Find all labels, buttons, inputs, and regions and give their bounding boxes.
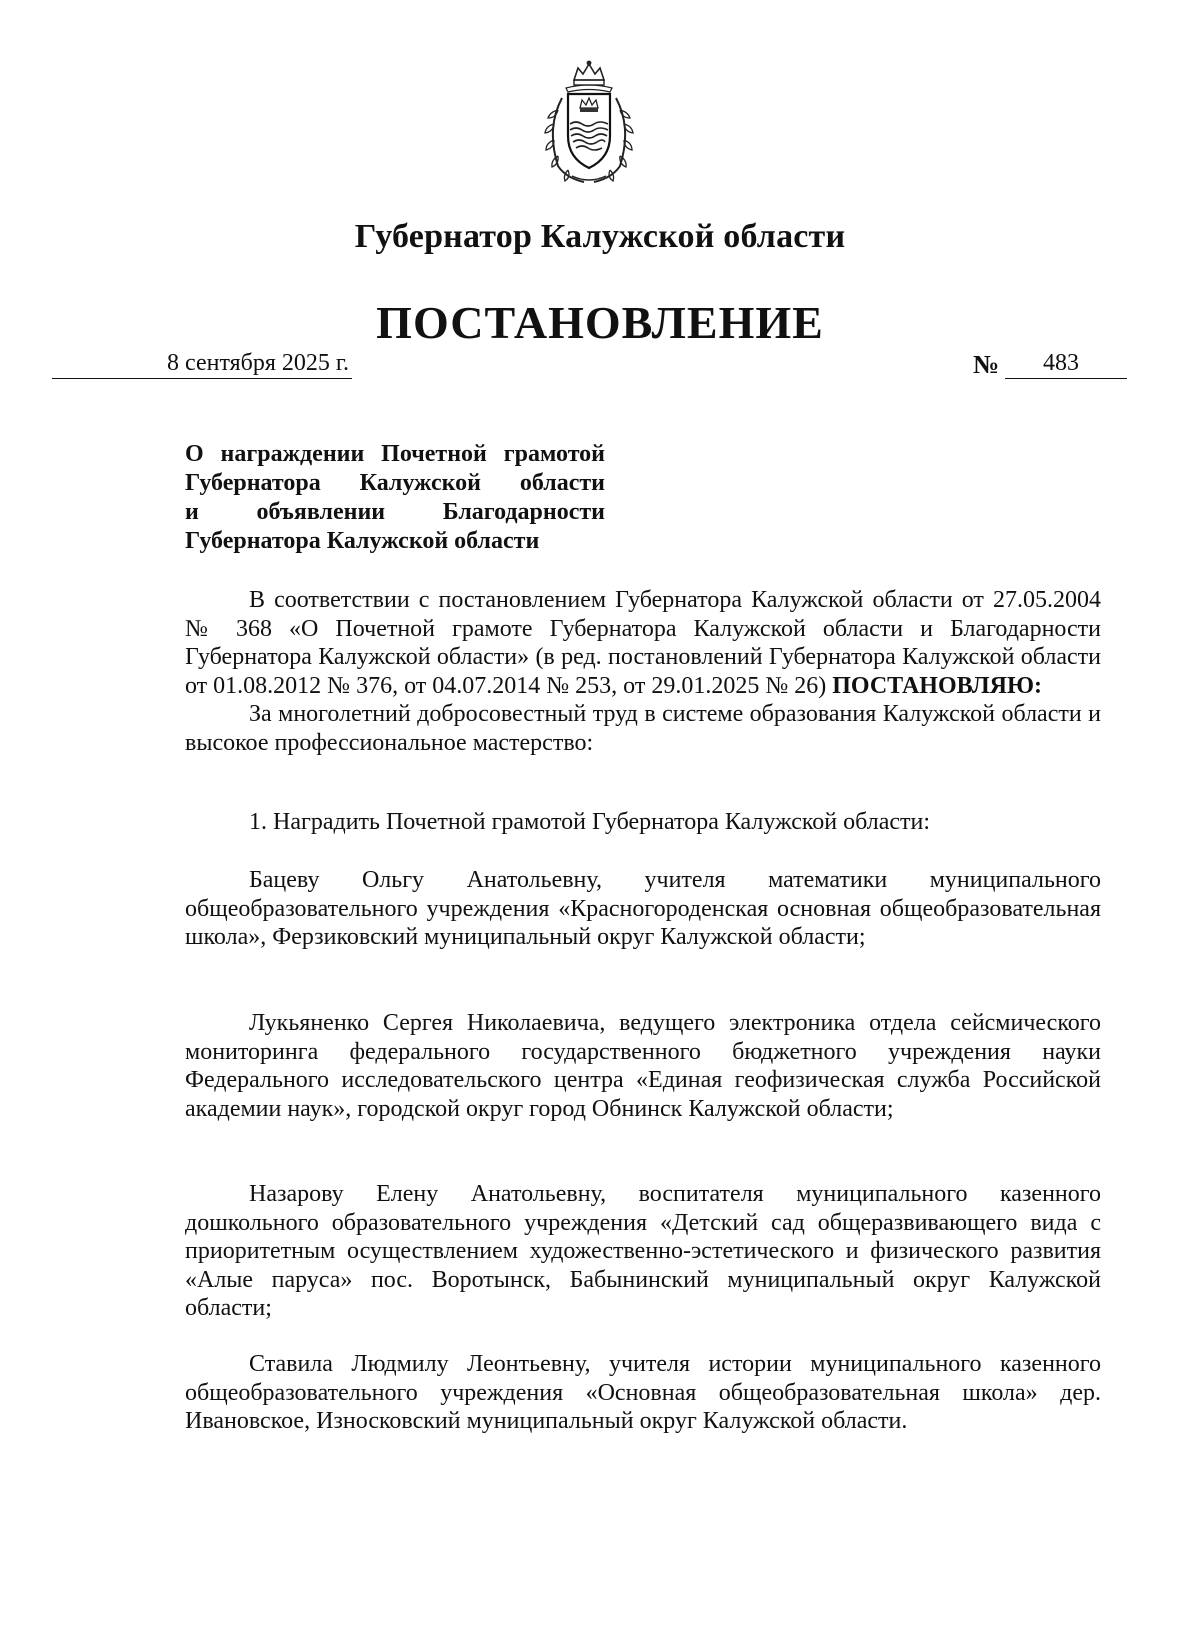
awardee-paragraph: Назарову Елену Анатольевну, воспитателя муниципального казенного дошкольного образовательного учреждения «Детский сад общеразвивающего вида с приоритетным осуществлением художественно-эстетического и физического развития «Алые паруса» пос. Воротынск, Бабынинский муниципальный округ Калужской области;	[185, 1181, 1101, 1321]
kaluga-coat-of-arms-icon	[536, 58, 642, 188]
decree-word: ПОСТАНОВЛЯЮ:	[832, 672, 1042, 699]
subject-line: Губернатора Калужской области	[185, 528, 540, 554]
item-1-paragraph: 1. Наградить Почетной грамотой Губернатора Калужской области:	[249, 809, 931, 835]
awardee-paragraph: Ставила Людмилу Леонтьевну, учителя истории муниципального казенного общеобразовательного учреждения «Основная общеобразовательная школа» дер. Ивановское, Износковский муниципальный округ Калужской области.	[185, 1351, 1101, 1434]
document-date: 8 сентября 2025 г.	[167, 350, 350, 376]
subject-line: и объявлении Благодарности	[185, 499, 605, 525]
document-type-title: ПОСТАНОВЛЕНИЕ	[376, 297, 824, 348]
document-subject	[185, 440, 605, 556]
awardee-block	[185, 1009, 1101, 1123]
item-1-block	[185, 808, 1101, 837]
reason-paragraph: За многолетний добросовестный труд в системе образования Калужской области и высокое профессиональное мастерство:	[185, 701, 1101, 756]
authority-title: Губернатор Калужской области	[354, 218, 846, 255]
preamble-text: В соответствии с постановлением Губернатора Калужской области от 27.05.2004 № 368 «О Почетной грамоте Губернатора Калужской области и Благодарности Губернатора Калужской области» (в ред. постановлений Губернатора Калужской области от 01.08.2012 № 376, от 04.07.2014 № 253, от 29.01.2025 № 26)	[185, 587, 1101, 699]
awardee-block	[185, 1350, 1101, 1436]
number-field	[1005, 350, 1127, 379]
document-number: 483	[1043, 350, 1079, 376]
subject-line: Губернатора Калужской области	[185, 470, 605, 496]
awardee-paragraph: Лукьяненко Сергея Николаевича, ведущего электроника отдела сейсмического мониторинга федерального государственного бюджетного учреждения науки Федерального исследовательского центра «Единая геофизическая служба Российской академии наук», городской округ город Обнинск Калужской области;	[185, 1010, 1101, 1122]
awardee-paragraph: Бацеву Ольгу Анатольевну, учителя математики муниципального общеобразовательного учреждения «Красногороденская основная общеобразовательная школа», Ферзиковский муниципальный округ Калужской области;	[185, 867, 1101, 950]
preamble-paragraph	[185, 586, 1101, 700]
date-field	[52, 350, 352, 379]
awardee-block	[185, 866, 1101, 952]
preamble-block	[185, 586, 1101, 757]
awardee-block	[185, 1180, 1101, 1323]
subject-line: О награждении Почетной грамотой	[185, 441, 605, 467]
number-label: №	[973, 350, 1000, 379]
